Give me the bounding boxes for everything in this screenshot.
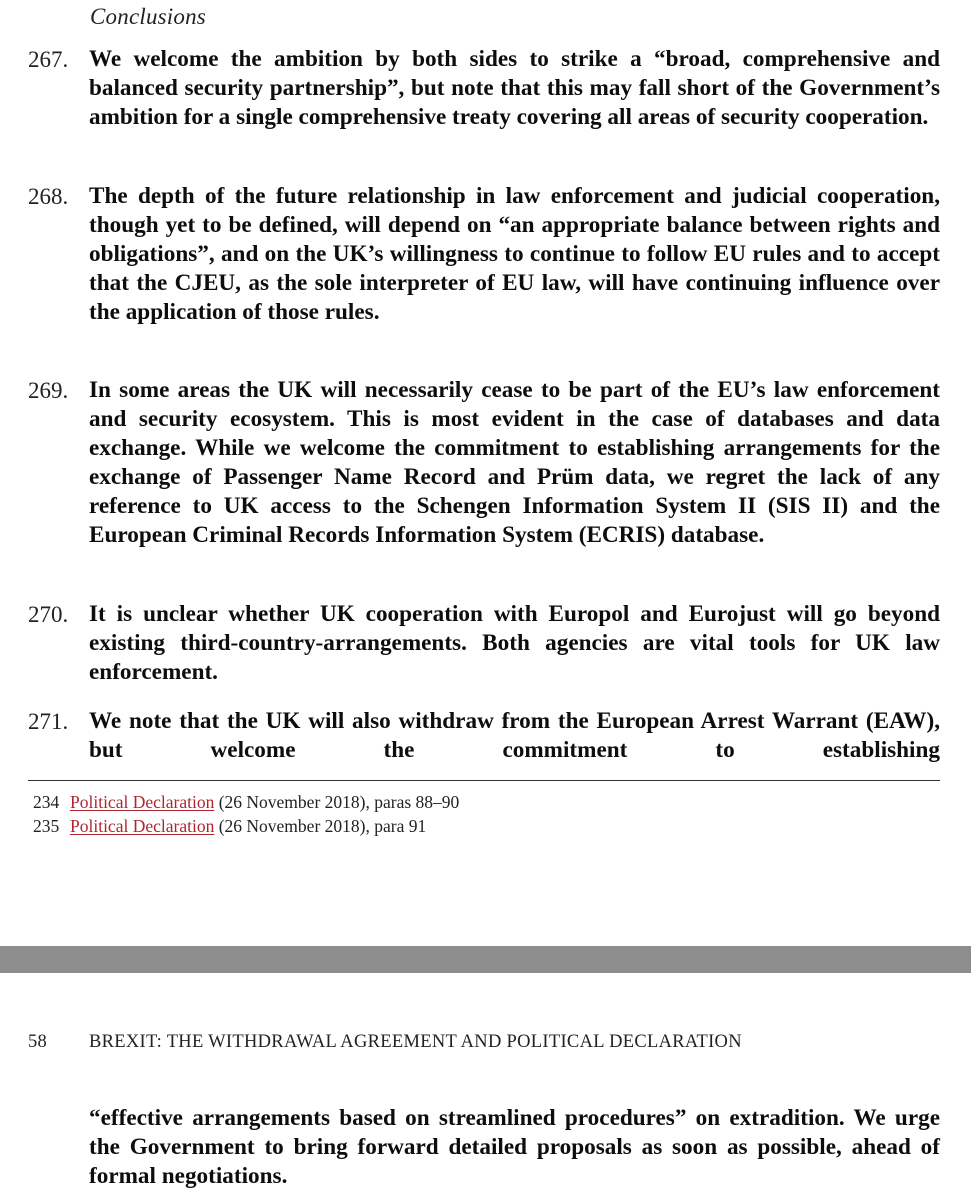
footnote-number: 234 xyxy=(33,792,60,812)
paragraph-271-continuation: “effective arrangements based on streamlined procedures” on extradition. We urge the Government to bring forward detailed proposals as soon as possible, ahead of formal negotiations. xyxy=(89,1105,940,1189)
paragraph-number: 271. xyxy=(28,709,69,734)
footnote-link-political-declaration[interactable]: Political Declaration xyxy=(70,792,215,812)
paragraph-269 xyxy=(28,376,940,550)
footnote-235 xyxy=(33,815,426,837)
paragraph-number: 269. xyxy=(28,378,69,403)
paragraph-271 xyxy=(28,707,940,765)
footnote-234 xyxy=(33,791,459,813)
footnote-number: 235 xyxy=(33,816,60,836)
paragraph-270 xyxy=(28,600,940,687)
footnote-text: (26 November 2018), para 91 xyxy=(214,816,427,836)
page-separator xyxy=(0,946,971,973)
footnote-link-political-declaration[interactable]: Political Declaration xyxy=(70,816,215,836)
page-number: 58 xyxy=(28,1032,48,1052)
footnote-divider xyxy=(28,780,940,781)
paragraph-text: We note that the UK will also withdraw from the European Arrest Warrant (EAW), but welcome the commitment to establishing xyxy=(89,708,940,763)
paragraph-number: 270. xyxy=(28,602,69,627)
paragraph-text: The depth of the future relationship in law enforcement and judicial cooperation, though yet to be defined, will depend on “an appropriate balance between rights and obligations”, and on the UK’s willingness to continue to follow EU rules and to accept that the CJEU, as the sole interpreter of EU law, will have continuing influence over the application of those rules. xyxy=(89,183,940,325)
paragraph-text: It is unclear whether UK cooperation with Europol and Eurojust will go beyond existing third-country-arrangements. Both agencies are vital tools for UK law enforcement. xyxy=(89,601,940,685)
paragraph-text: In some areas the UK will necessarily cease to be part of the EU’s law enforcement and security ecosystem. This is most evident in the case of databases and data exchange. While we welcome the commitment to establishing arrangements for the exchange of Passenger Name Record and Prüm data, we regret the lack of any reference to UK access to the Schengen Information System II (SIS II) and the European Criminal Records Information System (ECRIS) database. xyxy=(89,377,940,548)
paragraph-text: We welcome the ambition by both sides to strike a “broad, comprehensive and balanced security partnership”, but note that this may fall short of the Government’s ambition for a single comprehensive treaty covering all areas of security cooperation. xyxy=(89,46,940,130)
footnote-text: (26 November 2018), paras 88–90 xyxy=(214,792,460,812)
paragraph-268 xyxy=(28,182,940,327)
running-title: BREXIT: THE WITHDRAWAL AGREEMENT AND POLITICAL DECLARATION xyxy=(89,1032,742,1052)
section-heading: Conclusions xyxy=(90,4,206,29)
running-header xyxy=(28,1032,742,1053)
paragraph-267 xyxy=(28,45,940,132)
paragraph-number: 267. xyxy=(28,47,69,72)
paragraph-number: 268. xyxy=(28,184,69,209)
